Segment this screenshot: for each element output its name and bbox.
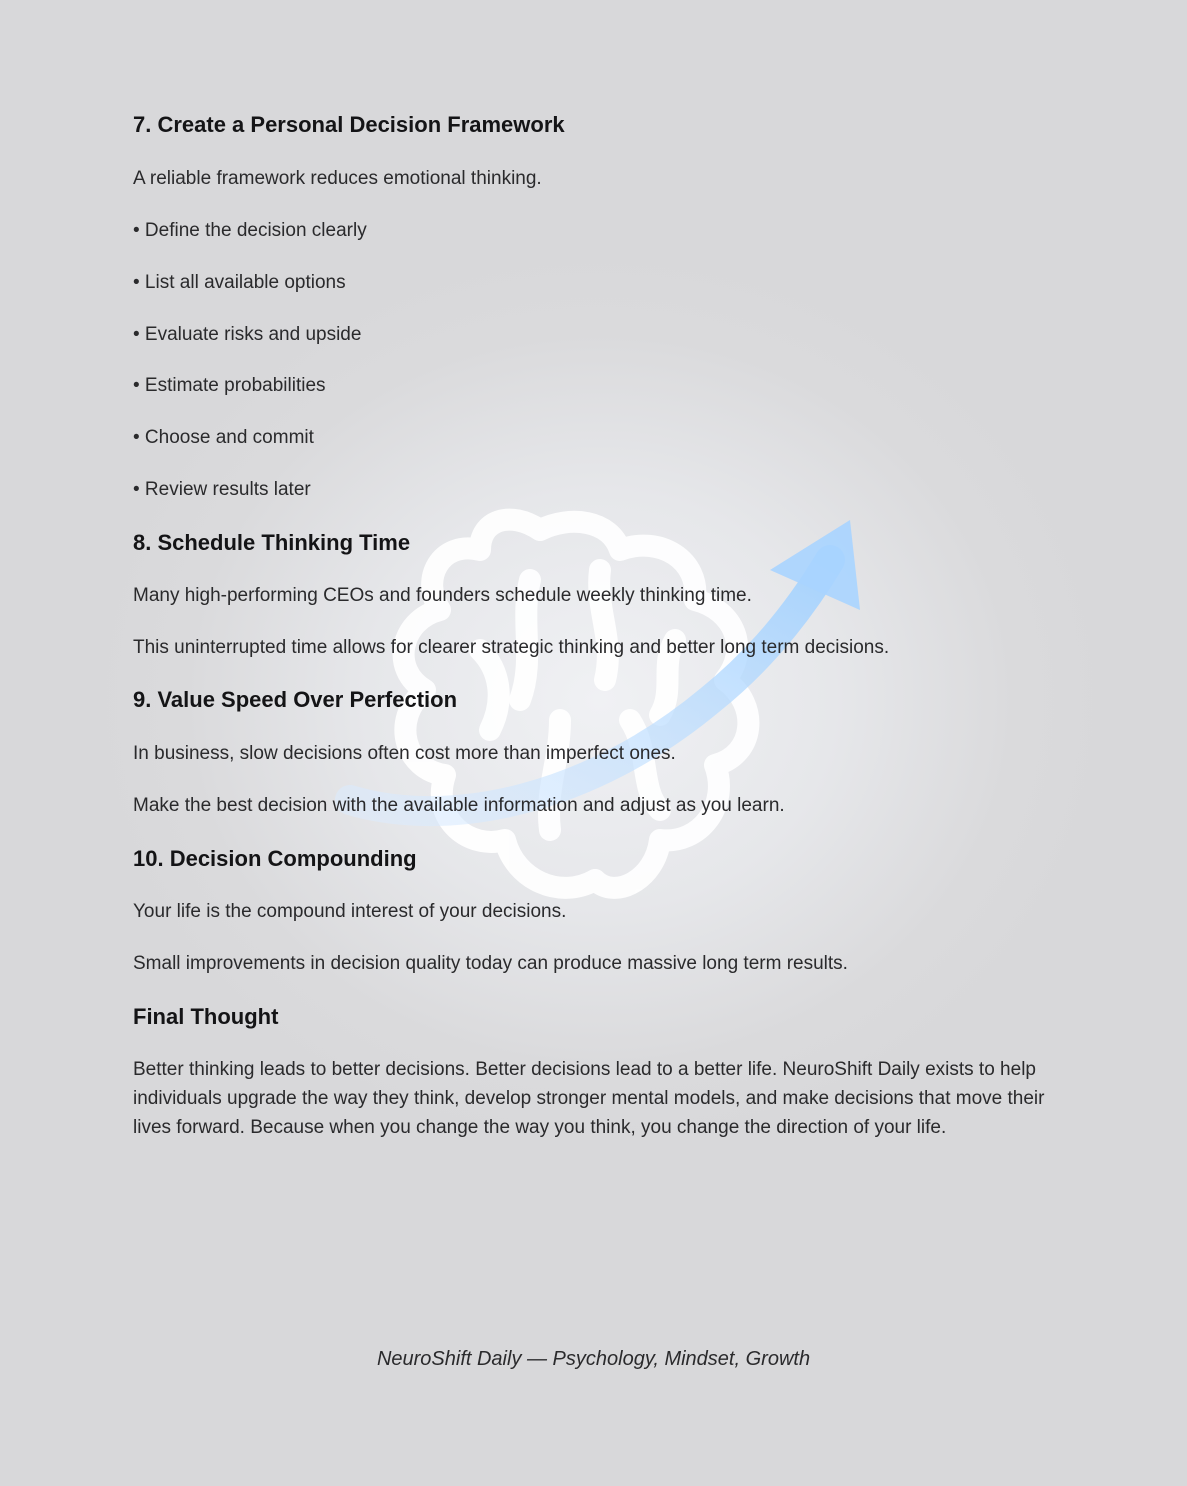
bullet-item: • Choose and commit: [133, 427, 314, 448]
bullet-item: • Evaluate risks and upside: [133, 324, 362, 345]
final-thought-body: Better thinking leads to better decisions. Better decisions lead to a better life. NeuroShift Daily exists to help individuals upgrade the way they think, develop stronger mental models, and make decisions that move their lives forward. Because when you change the way you think, you change the direction of your life.: [133, 1059, 1045, 1138]
bullet-item: • Review results later: [133, 479, 311, 500]
section-heading: 10. Decision Compounding: [133, 846, 417, 871]
section-paragraph: A reliable framework reduces emotional thinking.: [133, 168, 542, 189]
bullet-item: • Define the decision clearly: [133, 220, 367, 241]
page-footer: NeuroShift Daily — Psychology, Mindset, Growth: [376, 1348, 811, 1370]
section-heading: 9. Value Speed Over Perfection: [133, 687, 458, 712]
section-heading: 7. Create a Personal Decision Framework: [133, 112, 565, 137]
bullet-item: • List all available options: [133, 272, 346, 293]
section-paragraph: Many high-performing CEOs and founders schedule weekly thinking time.: [133, 585, 752, 606]
section-paragraph: This uninterrupted time allows for clearer strategic thinking and better long term decisions.: [133, 637, 890, 658]
section-paragraph: Small improvements in decision quality today can produce massive long term results.: [133, 953, 848, 974]
section-paragraph: In business, slow decisions often cost more than imperfect ones.: [133, 743, 676, 764]
final-thought-heading: Final Thought: [133, 1004, 279, 1029]
bullet-item: • Estimate probabilities: [133, 375, 326, 396]
section-paragraph: Your life is the compound interest of your decisions.: [133, 901, 567, 922]
brain-growth-arrow-icon: [330, 500, 890, 960]
section-paragraph: Make the best decision with the available information and adjust as you learn.: [133, 795, 785, 816]
section-heading: 8. Schedule Thinking Time: [133, 530, 411, 555]
